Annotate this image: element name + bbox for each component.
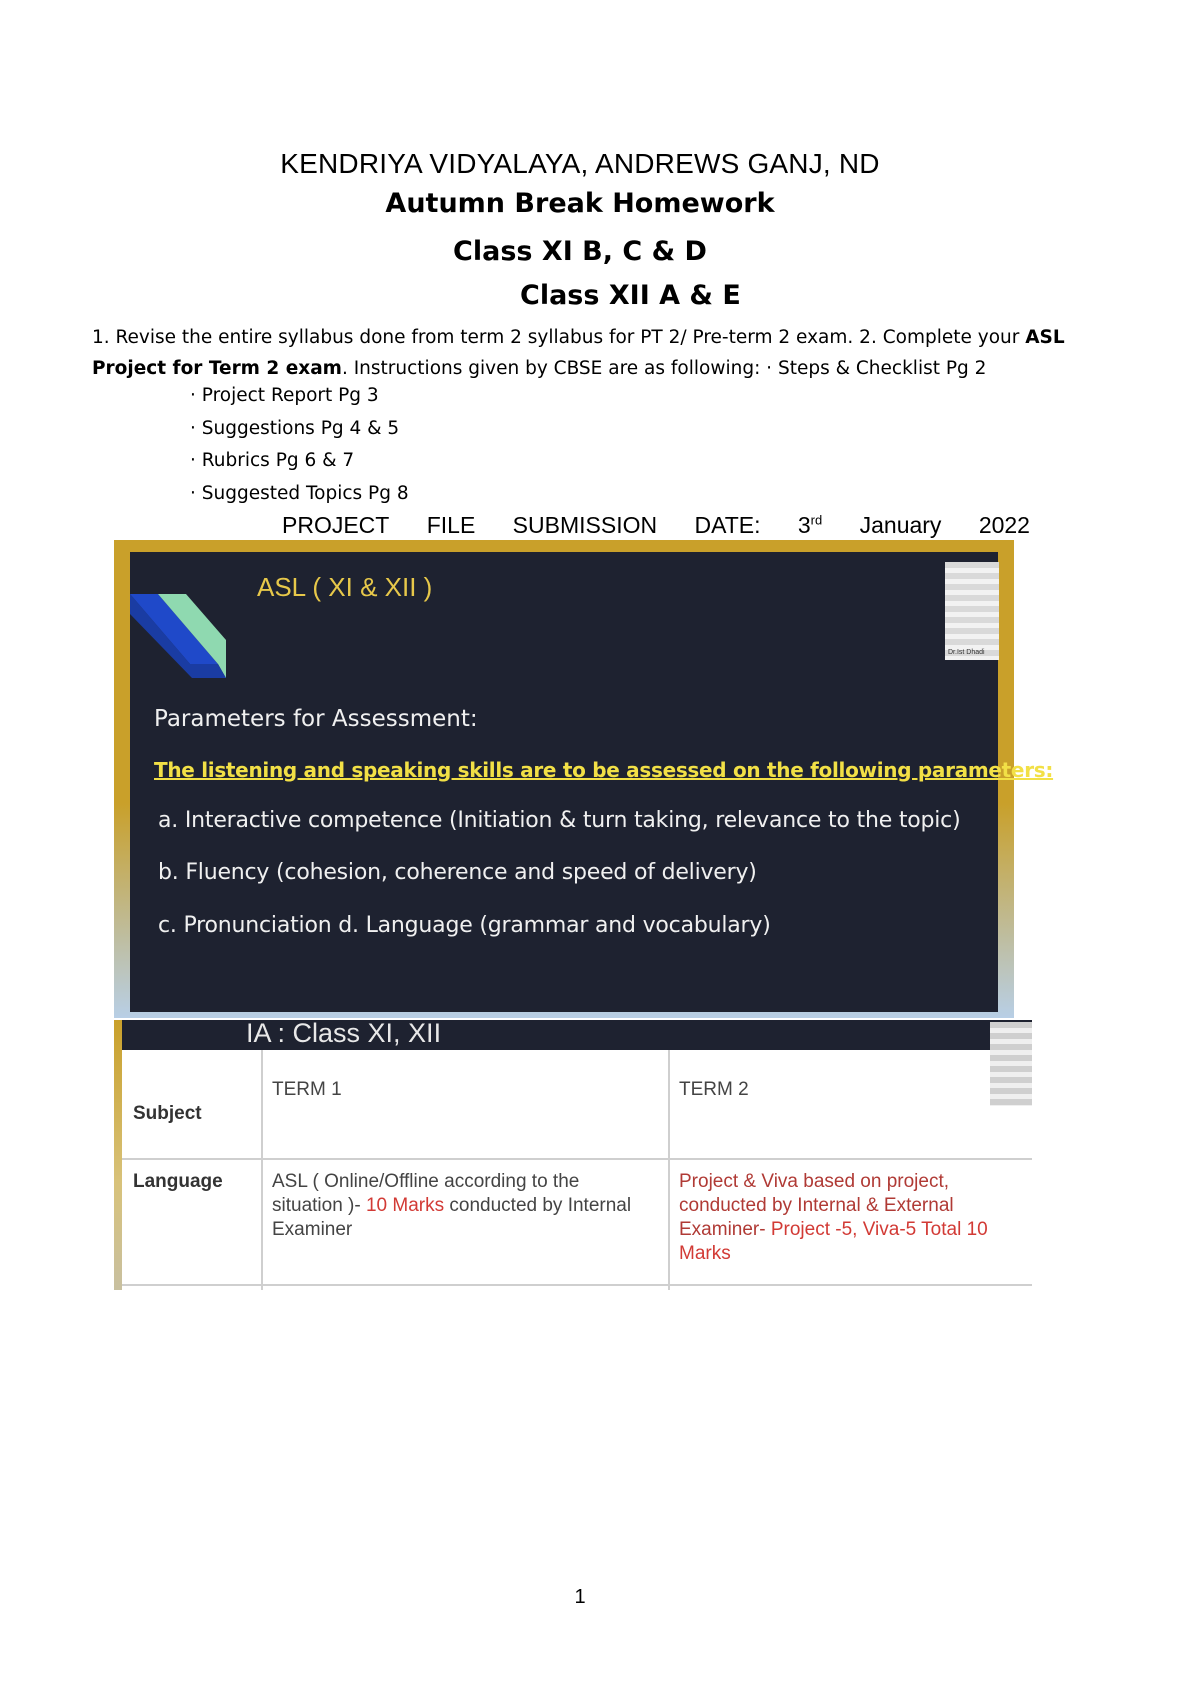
day-number: 3 xyxy=(797,512,811,538)
list-item: · Suggestions Pg 4 & 5 xyxy=(190,413,409,446)
term2-marks: Project -5, Viva-5 Total 10 Marks xyxy=(679,1219,988,1264)
table-divider xyxy=(122,1284,1032,1286)
instructions-paragraph xyxy=(92,322,1132,384)
parameters-subheading: The listening and speaking skills are to be assessed on the following parameters: xyxy=(154,758,1054,782)
list-item: · Rubrics Pg 6 & 7 xyxy=(190,445,409,478)
slide-title: ASL ( XI & XII ) xyxy=(257,572,433,602)
table-cell-term2 xyxy=(679,1170,1024,1266)
class-line-2: Class XII A & E xyxy=(520,280,741,311)
table-header-term1: TERM 1 xyxy=(272,1079,342,1100)
table-header-subject: Subject xyxy=(133,1103,202,1124)
table-divider xyxy=(668,1050,670,1290)
video-thumbnail-2 xyxy=(990,1022,1032,1106)
homework-title: Autumn Break Homework xyxy=(385,188,775,219)
page-number: 1 xyxy=(574,1586,586,1608)
submission-word: PROJECT xyxy=(282,512,390,538)
instructions-text-2: . Instructions given by CBSE are as following: · Steps & Checklist Pg 2 xyxy=(341,358,987,379)
term2-text: Project & Viva based on project, conducted by Internal & External Examiner- xyxy=(679,1171,954,1240)
day-suffix: rd xyxy=(810,512,823,528)
video-thumbnail xyxy=(945,562,999,660)
instructions-list xyxy=(190,380,409,510)
parameter-item: c. Pronunciation d. Language (grammar and vocabulary) xyxy=(158,913,771,938)
term1-marks: 10 Marks xyxy=(365,1195,445,1216)
table-cell-subject: Language xyxy=(133,1171,223,1192)
table-cell-term1 xyxy=(272,1170,652,1242)
parameter-item: a. Interactive competence (Initiation & turn taking, relevance to the topic) xyxy=(158,808,961,833)
instructions-text-1: 1. Revise the entire syllabus done from term 2 syllabus for PT 2/ Pre-term 2 exam. 2. Complete your xyxy=(92,327,1026,348)
class-line-1: Class XI B, C & D xyxy=(453,236,707,267)
table-divider xyxy=(122,1158,1032,1160)
table-header-term2: TERM 2 xyxy=(679,1079,749,1100)
instructions-bold: ASL Project for Term 2 exam xyxy=(92,327,1065,379)
term1-text: ASL ( Online/Offline according to the situation )- xyxy=(272,1171,580,1216)
submission-month: January xyxy=(859,512,942,538)
asl-slide xyxy=(130,552,998,1012)
list-item: · Project Report Pg 3 xyxy=(190,380,409,413)
table-title: IA : Class XI, XII xyxy=(246,1018,442,1048)
thumbnail-label: Dr.Ist Dhadi xyxy=(948,649,985,656)
submission-day xyxy=(798,512,822,539)
submission-word: SUBMISSION xyxy=(512,512,658,538)
school-name: KENDRIYA VIDYALAYA, ANDREWS GANJ, ND xyxy=(280,148,880,179)
parameter-item: b. Fluency (cohesion, coherence and speed of delivery) xyxy=(158,860,757,885)
submission-word: DATE: xyxy=(694,512,761,538)
table-divider xyxy=(261,1050,263,1290)
submission-date-line xyxy=(282,512,1030,539)
table-edge xyxy=(114,1020,122,1290)
slide-logo-icon xyxy=(130,594,240,704)
term1-text-2: conducted by Internal Examiner xyxy=(272,1195,632,1240)
list-item: · Suggested Topics Pg 8 xyxy=(190,478,409,511)
submission-word: FILE xyxy=(426,512,476,538)
parameters-heading: Parameters for Assessment: xyxy=(154,706,478,732)
submission-year: 2022 xyxy=(978,512,1030,538)
